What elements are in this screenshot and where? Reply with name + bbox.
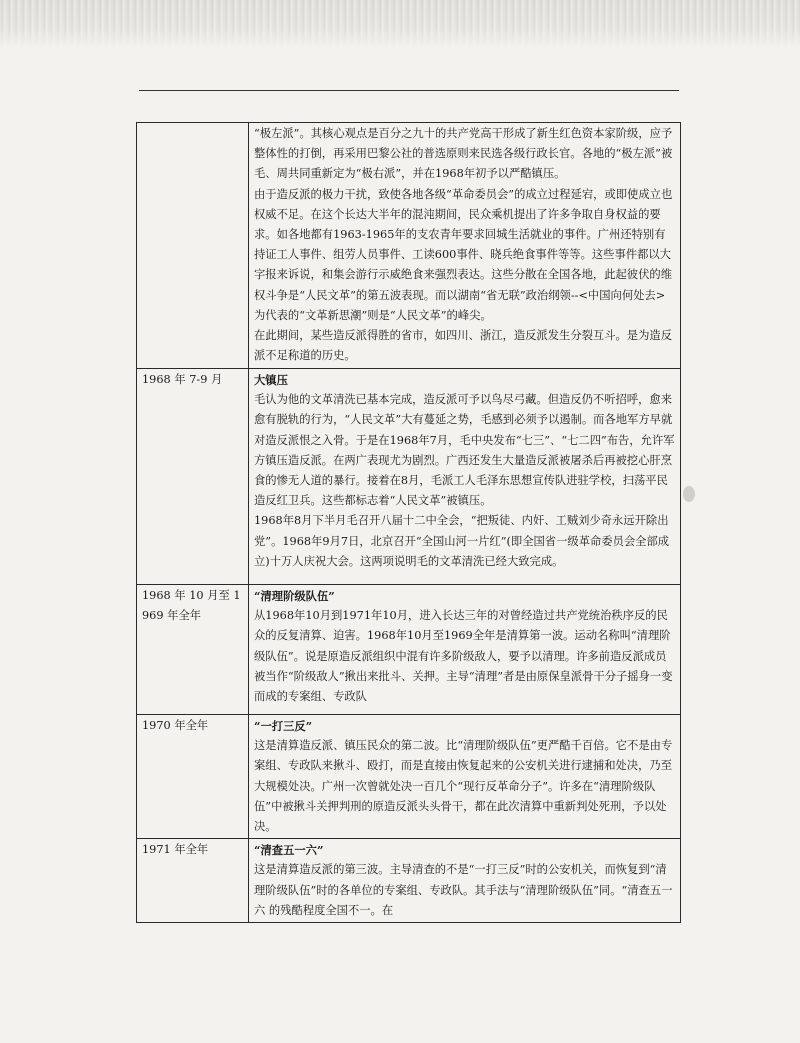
date-cell: 1968 年 7-9 月 bbox=[137, 369, 249, 585]
table-row bbox=[137, 369, 681, 585]
content-cell bbox=[249, 369, 681, 585]
content-cell bbox=[249, 123, 681, 369]
table-row bbox=[137, 585, 681, 715]
chronology-table bbox=[136, 122, 681, 923]
row-heading: “清理阶级队伍” bbox=[254, 589, 335, 603]
paragraph: 1968年8月下半月毛召开八届十二中全会，“把叛徒、内奸、工贼刘少奇永远开除出党”。1968年9月7日，北京召开“全国山河一片红”(即全国省一级革命委员会全部成立)十万人庆祝大会。这两项说明毛的文革清洗已经大致完成。 bbox=[254, 514, 670, 568]
paragraph: 由于造反派的极力干扰，致使各地各级“革命委员会”的成立过程延宕，或即使成立也权威不足。在这个长达大半年的混沌期间，民众乘机提出了许多争取自身权益的要求。如各地都有1963-1965年的支农青年要求回城生活就业的事件。广州还特别有持证工人事件、组劳人员事件、工读600事件、晓兵绝食事件等等。这些事件都以大字报来诉说，和集会游行示威绝食来强烈表达。这些分散在全国各地，此起彼伏的维权斗争是“人民文革”的第五波表现。而以湖南“省无联”政治纲领--<中国向何处去>为代表的“文革新思潮”则是“人民文革”的峰尖。 bbox=[254, 187, 673, 322]
table-row bbox=[137, 715, 681, 839]
content-cell bbox=[249, 839, 681, 923]
date-cell bbox=[137, 123, 249, 369]
date-cell: 1970 年全年 bbox=[137, 715, 249, 839]
paragraph: 在此期间，某些造反派得胜的省市，如四川、浙江，造反派发生分裂互斗。是为造反派不足称道的历史。 bbox=[254, 329, 672, 363]
scan-noise-fade bbox=[0, 0, 800, 48]
paragraph: 这是清算造反派的第三波。主导清查的不是“一打三反”时的公安机关，而恢复到“清理阶级队伍”时的各单位的专案组、专政队。其手法与“清理阶级队伍”同。“清查五一六 的残酷程度全国不一。在 bbox=[254, 863, 673, 917]
paragraph: 毛认为他的文革清洗已基本完成，造反派可予以鸟尽弓藏。但造反仍不听招呼，愈来愈有脱轨的行为，“人民文革”大有蔓延之势，毛感到必须予以遏制。而各地军方早就对造反派恨之入骨。于是在1968年7月，毛中央发布“七三”、“七二四”布告，允许军方镇压造反派。在两广表现尤为剧烈。广西还发生大量造反派被屠杀后再被挖心肝烹食的惨无人道的暴行。接着在8月，毛派工人毛泽东思想宣传队进驻学校，扫荡平民造反红卫兵。这些都标志着“人民文革”被镇压。 bbox=[254, 393, 675, 508]
row-heading: “一打三反” bbox=[254, 719, 313, 733]
table-row bbox=[137, 123, 681, 369]
date-cell: 1968 年 10 月至 1969 年全年 bbox=[137, 585, 249, 715]
date-cell: 1971 年全年 bbox=[137, 839, 249, 923]
content-cell bbox=[249, 585, 681, 715]
header-rule bbox=[139, 90, 679, 91]
paragraph: 从1968年10月到1971年10月，进入长达三年的对曾经造过共产党统治秩序反的民众的反复清算、迫害。1968年10月至1969全年是清算第一波。运动名称叫“清理阶级队伍”。说是原造反派组织中混有许多阶级敌人，要予以清理。许多前造反派成员被当作“阶级敌人”揪出来批斗、关押。主导“清理”者是由原保皇派骨干分子摇身一变而成的专案组、专政队 bbox=[254, 609, 673, 704]
row-heading: “清查五一六” bbox=[254, 843, 324, 858]
paragraph: 这是清算造反派、镇压民众的第二波。比“清理阶级队伍”更严酷千百倍。它不是由专案组、专政队来揪斗、殴打，而是直接由恢复起来的公安机关进行逮捕和处决，乃至大规模处决。广州一次曾就处决一百几个“现行反革命分子”。许多在“清理阶级队伍”中被揪斗关押判刑的原造反派头头骨干，都在此次清算中重新判处死刑，予以处决。 bbox=[254, 739, 673, 834]
paragraph: “极左派”。其核心观点是百分之九十的共产党高干形成了新生红色资本家阶级，应予整体性的打倒，再采用巴黎公社的普选原则来民选各级行政长官。各地的“极左派”被毛、周共同重新定为“极右派”，并在1968年初予以严酷镇压。 bbox=[254, 127, 673, 181]
paper-speck bbox=[683, 486, 695, 502]
table-row bbox=[137, 839, 681, 923]
content-cell bbox=[249, 715, 681, 839]
row-heading: 大镇压 bbox=[254, 373, 288, 387]
